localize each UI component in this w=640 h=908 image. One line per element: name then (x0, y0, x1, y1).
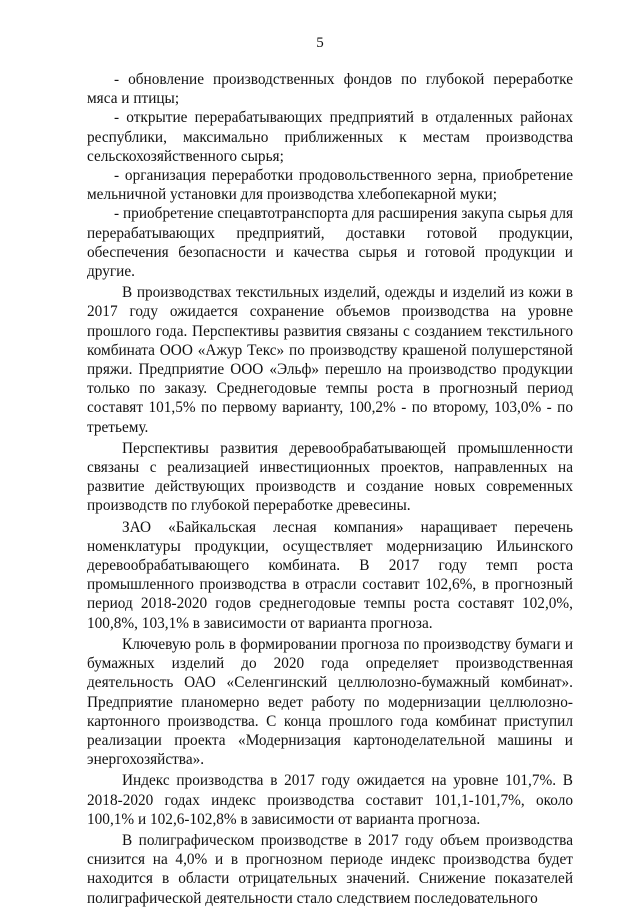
paragraph-production-index: Индекс производства в 2017 году ожидается на уровне 101,7%. В 2018-2020 годах индекс производства составит 101,1-101,7%, около 100,1% и 102,6-102,8% в зависимости от варианта прогноза. (87, 772, 573, 828)
list-item-special-transport: - приобретение спецавтотранспорта для расширения закупа сырья для перерабатывающих предприятий, доставки готовой продукции, обеспечения безопасности и качества сырья и готовой продукции и другие. (87, 205, 573, 281)
list-item-meat-processing: - обновление производственных фондов по глубокой переработке мяса и птицы; (87, 71, 573, 108)
paragraph-printing-production: В полиграфическом производстве в 2017 году объем производства снизится на 4,0% и в прогнозном периоде индекс производства будет находится в области отрицательных значений. Снижение показателей полиграфической деятельности стало следствием последовательного (87, 831, 573, 907)
list-item-grain-processing: - организация переработки продовольственного зерна, приобретение мельничной установки для производства хлебопекарной муки; (87, 167, 573, 204)
paragraph-paper-production: Ключевую роль в формировании прогноза по производству бумаги и бумажных изделий до 2020 года определяет производственная деятельность ОАО «Селенгинский целлюлозно-бумажный комбинат». Предприятие планомерно ведет работу по модернизации целлюлозно-картонного производства. С конца прошлого года комбинат приступил реализации проекта «Модернизация картоноделательной машины и энергохозяйства». (87, 635, 573, 769)
document-body (87, 70, 573, 908)
paragraph-baikal-forest-company: ЗАО «Байкальская лесная компания» наращивает перечень номенклатуры продукции, осуществляет модернизацию Ильинского деревообрабатывающего комбината. В 2017 году темп роста промышленного производства в отрасли составит 102,6%, в прогнозный период 2018-2020 годов среднегодовые темпы роста составят 102,0%, 100,8%, 103,1% в зависимости от варианта прогноза. (87, 518, 573, 632)
list-item-processing-plants: - открытие перерабатывающих предприятий в отдаленных районах республики, максимально приближенных к местам производства сельскохозяйственного сырья; (87, 109, 573, 165)
paragraph-woodworking-prospects: Перспективы развития деревообрабатывающей промышленности связаны с реализацией инвестиционных проектов, направленных на развитие действующих производств и создание новых современных производств по глубокой переработке древесины. (87, 439, 573, 515)
paragraph-textile-production: В производствах текстильных изделий, одежды и изделий из кожи в 2017 году ожидается сохранение объемов производства на уровне прошлого года. Перспективы развития связаны с созданием текстильного комбината ООО «Ажур Текс» по производству крашеной полушерстяной пряжи. Предприятие ООО «Эльф» перешло на производство продукции только по заказу. Среднегодовые темпы роста в прогнозный период составят 101,5% по первому варианту, 100,2% - по второму, 103,0% - по третьему. (87, 284, 573, 436)
page-number: 5 (316, 35, 324, 51)
